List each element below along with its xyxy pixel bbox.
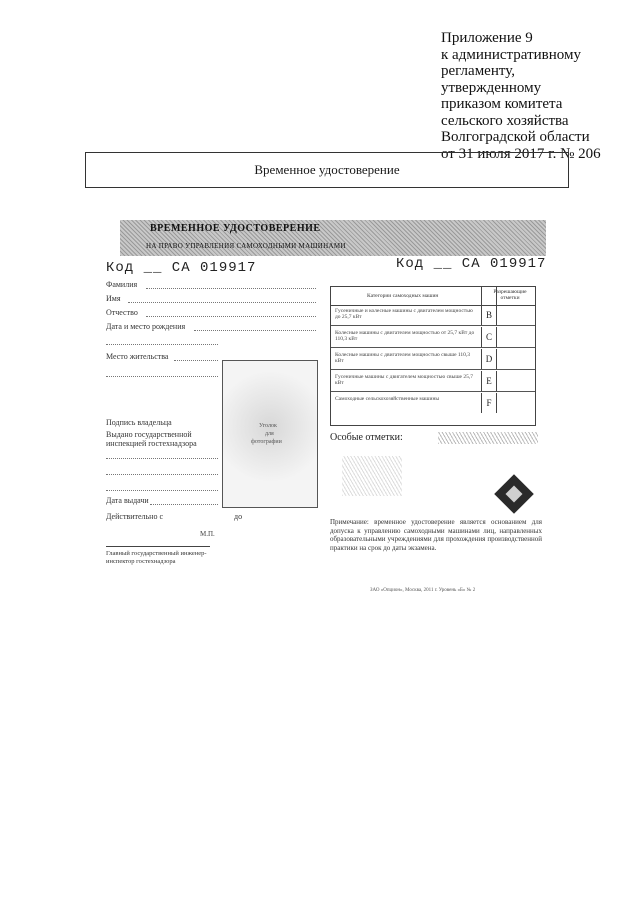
field-issue-date: Дата выдачи [106, 496, 149, 505]
category-letter: C [481, 327, 497, 347]
appendix-line: к административному [441, 46, 581, 63]
field-line [106, 490, 218, 491]
photo-text: Уголок [259, 423, 277, 429]
categories-header [331, 287, 535, 306]
note-text: Примечание: временное удостоверение является основанием для допуска к управлению самоходными машинами лиц, направленных образовательными учреждениями для прохождения производственной практики на срок до даты экзамена. [330, 518, 542, 552]
appendix-line: приказом комитета [441, 96, 563, 112]
appendix-line: Волгоградской области [441, 129, 590, 145]
category-letter: B [481, 305, 497, 325]
field-line [146, 288, 316, 289]
field-issued-by: Выдано государственной [106, 430, 192, 439]
field-valid-to: до [234, 512, 243, 521]
category-desc: Гусеничные машины с двигателем мощностью свыше 25,7 кВт [335, 374, 473, 386]
field-line [106, 458, 218, 459]
field-line [150, 504, 218, 505]
appendix-line: Приложение 9 [441, 30, 533, 46]
appendix-line: регламенту, [441, 63, 515, 79]
category-letter: D [481, 349, 497, 369]
categories-table [330, 286, 536, 426]
photo-text: фотографии [251, 439, 282, 445]
banner-title: ВРЕМЕННОЕ УДОСТОВЕРЕНИЕ [150, 223, 321, 234]
category-row [331, 371, 535, 392]
field-surname: Фамилия [106, 280, 138, 289]
appendix-line: утвержденному [441, 79, 542, 96]
code-right: Код __ СА 019917 [396, 256, 547, 272]
category-letter: E [481, 371, 497, 391]
field-patronymic: Отчество [106, 308, 138, 317]
category-row [331, 305, 535, 326]
category-desc: Колесные машины с двигателем мощностью свыше 110,3 кВт [335, 352, 471, 364]
document-title-box [85, 152, 569, 188]
photo-placeholder [222, 360, 318, 508]
category-row [331, 327, 535, 348]
field-line [146, 316, 316, 317]
appendix-line: от 31 июля 2017 г. № 206 [441, 145, 601, 162]
field-birth: Дата и место рождения [106, 322, 186, 331]
scan-noise [438, 432, 538, 444]
inspector-title: Главный государственный инженер-инспектор гостехнадзора [106, 550, 207, 565]
photo-text: для [265, 431, 274, 437]
printer-imprint: ЗАО «Опцион», Москва, 2011 г. Уровень «Б» № 2 [370, 588, 476, 593]
category-desc: Гусеничные и колесные машины с двигателем мощностью до 25,7 кВт [335, 308, 473, 320]
field-name: Имя [106, 294, 121, 303]
code-left: Код __ СА 019917 [106, 260, 257, 276]
field-issued-by-2: инспекцией гостехнадзора [106, 439, 197, 448]
signature-line [106, 546, 210, 547]
field-valid-from: Действительно с [106, 512, 164, 521]
appendix-block [441, 30, 631, 162]
category-desc: Самоходные сельскохозяйственные машины [335, 396, 440, 402]
category-letter: F [481, 393, 497, 413]
category-row [331, 349, 535, 370]
field-line [174, 360, 218, 361]
field-line [106, 344, 218, 345]
categories-header-label: Категории самоходных машин [367, 293, 439, 299]
category-row [331, 393, 535, 413]
field-line [106, 376, 218, 377]
appendix-line: сельского хозяйства [441, 112, 569, 129]
field-line [194, 330, 316, 331]
field-residence: Место жительства [106, 352, 169, 361]
field-line [128, 302, 316, 303]
category-desc: Колесные машины с двигателем мощностью от 25,7 кВт до 110,3 кВт [335, 330, 475, 342]
stamp-place-label: М.П. [200, 530, 215, 538]
special-marks-label: Особые отметки: [330, 432, 403, 443]
form-banner [120, 220, 546, 256]
marks-header-label: Разрешающие отметки [493, 289, 527, 301]
scan-noise [342, 456, 402, 496]
scanned-certificate-form [98, 212, 548, 602]
banner-subtitle: НА ПРАВО УПРАВЛЕНИЯ САМОХОДНЫМИ МАШИНАМИ [146, 242, 346, 250]
document-title: Временное удостоверение [254, 162, 400, 177]
field-line [106, 474, 218, 475]
field-owner-signature: Подпись владельца [106, 418, 172, 427]
